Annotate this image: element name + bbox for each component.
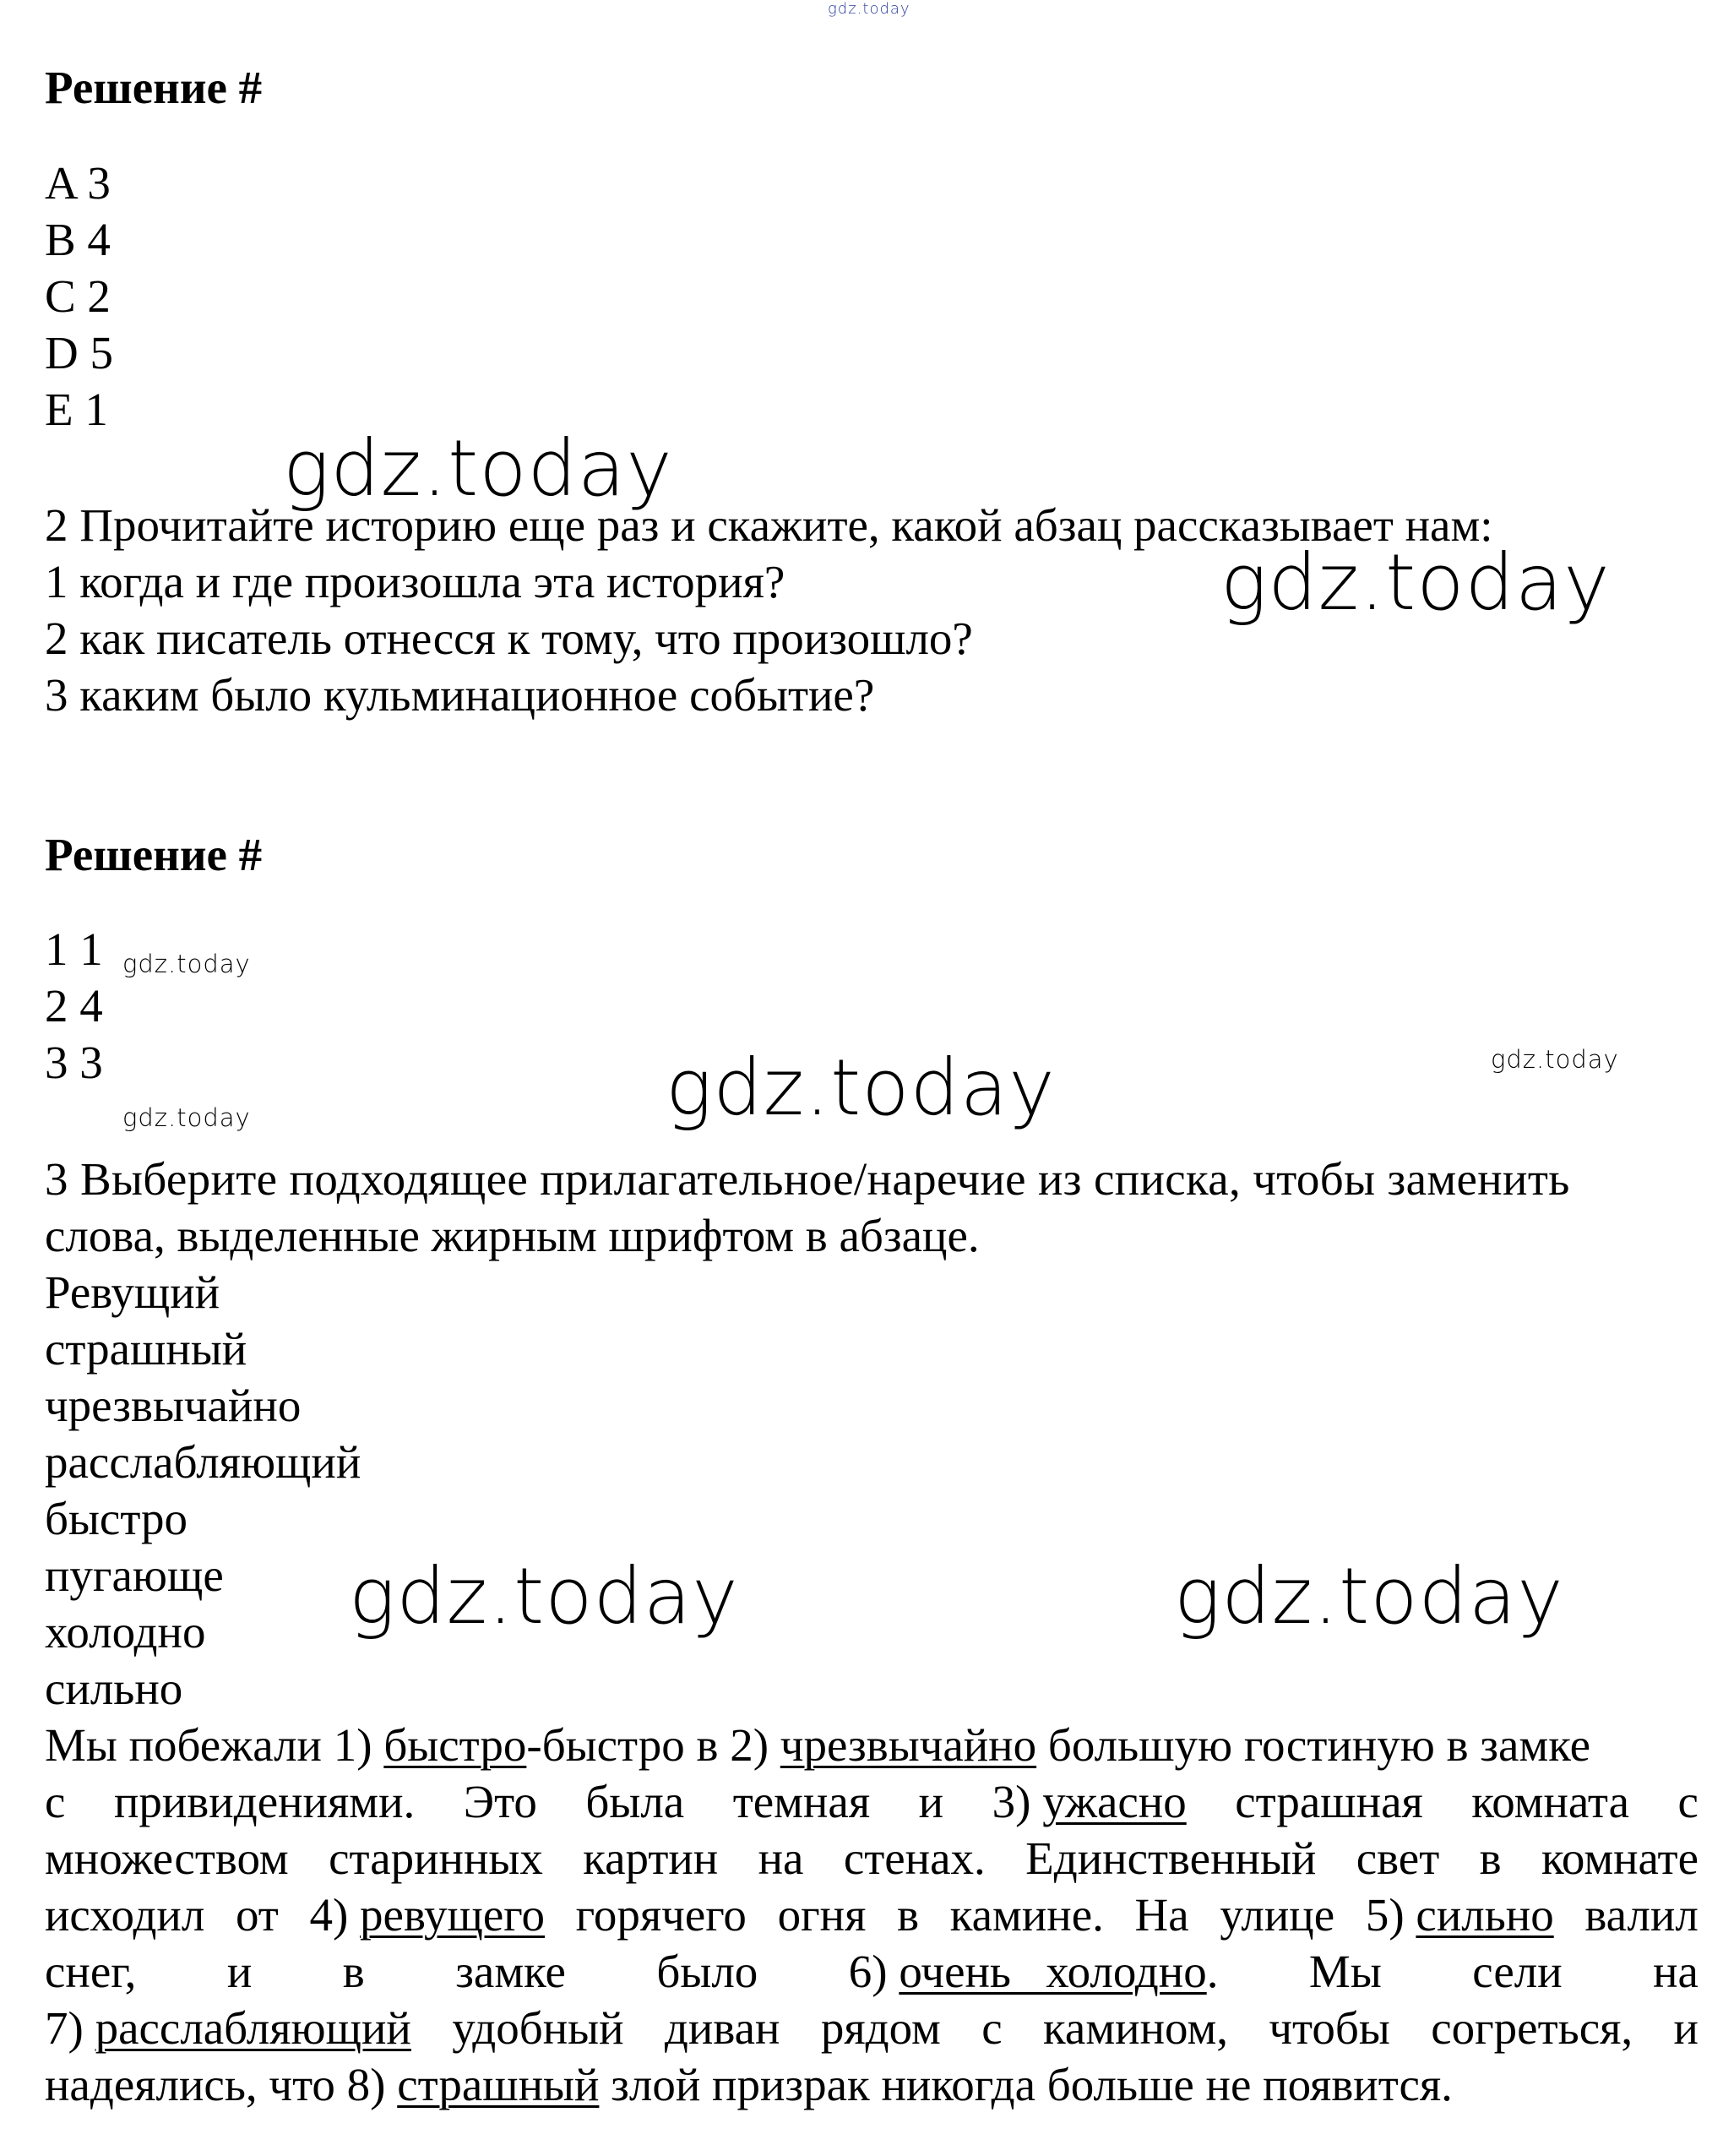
word: рядом bbox=[820, 2002, 941, 2054]
watermark: gdz.today bbox=[122, 1103, 251, 1132]
answer-line: 3 3 bbox=[45, 1037, 103, 1088]
word: стенах. bbox=[843, 1832, 986, 1884]
word: и bbox=[1673, 2002, 1699, 2054]
word-list-item: сильно bbox=[45, 1663, 183, 1714]
word: 5) bbox=[1365, 1889, 1405, 1941]
word: горячего bbox=[575, 1889, 747, 1941]
task2-prompt: 2 Прочитайте историю еще раз и скажите, какой абзац рассказывает нам: bbox=[45, 499, 1493, 551]
word: с bbox=[981, 2002, 1003, 2054]
answer-line: D 5 bbox=[45, 327, 113, 378]
text-segment: Мы побежали 1) bbox=[45, 1719, 372, 1771]
word: 7) bbox=[45, 2002, 84, 2054]
paragraph-line-6 bbox=[45, 2000, 1699, 2056]
word: от bbox=[235, 1889, 279, 1941]
word: валил bbox=[1584, 1889, 1699, 1941]
answer-line: E 1 bbox=[45, 384, 108, 435]
word-group bbox=[1366, 1886, 1554, 1943]
word: замке bbox=[455, 1946, 566, 1997]
watermark: gdz.today bbox=[666, 1043, 1056, 1133]
word: Это bbox=[463, 1776, 537, 1827]
watermark: gdz.today bbox=[283, 423, 673, 514]
text-segment: злой призрак никогда больше не появится. bbox=[611, 2059, 1453, 2110]
word: была bbox=[585, 1776, 685, 1827]
word: с bbox=[1677, 1776, 1699, 1827]
watermark: gdz.today bbox=[349, 1551, 739, 1642]
word: старинных bbox=[329, 1832, 543, 1884]
answer-line: 2 4 bbox=[45, 980, 103, 1032]
paragraph-line-2 bbox=[45, 1773, 1699, 1830]
word: свет bbox=[1356, 1832, 1440, 1884]
watermark: gdz.today bbox=[1174, 1551, 1564, 1642]
word: комнате bbox=[1541, 1832, 1699, 1884]
word: привидениями. bbox=[113, 1776, 416, 1827]
word: было bbox=[656, 1946, 758, 1997]
word: чтобы bbox=[1269, 2002, 1390, 2054]
word: диван bbox=[664, 2002, 780, 2054]
word: картин bbox=[583, 1832, 719, 1884]
word: Единственный bbox=[1025, 1832, 1317, 1884]
word-list-item: страшный bbox=[45, 1323, 247, 1375]
watermark: gdz.today bbox=[1220, 537, 1611, 628]
task3-prompt-line2: слова, выделенные жирным шрифтом в абзаце. bbox=[45, 1210, 980, 1261]
word-list-item: расслабляющий bbox=[45, 1436, 361, 1488]
solution-heading-2: Решение # bbox=[45, 829, 263, 880]
paragraph-text bbox=[45, 1717, 1590, 1773]
text-segment: -быстро в 2) bbox=[526, 1719, 769, 1771]
word: 4) bbox=[309, 1889, 349, 1941]
word: на bbox=[758, 1832, 804, 1884]
word-group bbox=[849, 1943, 1219, 2000]
word: . bbox=[1206, 1946, 1219, 1997]
word: На bbox=[1134, 1889, 1189, 1941]
task3-prompt-text: 3 Выберите подходящее прилагательное/наречие из списка, чтобы заменить bbox=[45, 1153, 1570, 1205]
word: 6) bbox=[848, 1946, 888, 1997]
word: на bbox=[1653, 1946, 1699, 1997]
underlined-word: быстро bbox=[383, 1719, 527, 1771]
word: в bbox=[897, 1889, 920, 1941]
word-list-item: Ревущий bbox=[45, 1266, 220, 1318]
word-list-item: пугающе bbox=[45, 1549, 224, 1601]
underlined-word: сильно bbox=[1416, 1889, 1554, 1941]
word-list-item: быстро bbox=[45, 1493, 188, 1544]
underlined-word: чрезвычайно bbox=[780, 1719, 1037, 1771]
word: множеством bbox=[45, 1832, 289, 1884]
text-segment: большую гостиную в замке bbox=[1047, 1719, 1590, 1771]
answer-line: 1 1 bbox=[45, 923, 103, 975]
word: в bbox=[342, 1946, 365, 1997]
paragraph-line-4 bbox=[45, 1886, 1699, 1943]
paragraph-line-7 bbox=[45, 2056, 1453, 2113]
word: темная bbox=[732, 1776, 871, 1827]
underlined-word: ревущего bbox=[360, 1889, 545, 1941]
task2-question: 3 каким было кульминационное событие? bbox=[45, 669, 875, 721]
paragraph-line-1 bbox=[45, 1717, 1699, 1773]
underlined-word: очень холодно bbox=[899, 1946, 1207, 1997]
task2-question: 2 как писатель отнесся к тому, что произошло? bbox=[45, 612, 973, 664]
word: снег, bbox=[45, 1946, 137, 1997]
word: улице bbox=[1220, 1889, 1335, 1941]
word: камине. bbox=[949, 1889, 1104, 1941]
word: Мы bbox=[1308, 1946, 1382, 1997]
word: сели bbox=[1472, 1946, 1563, 1997]
underlined-word: ужасно bbox=[1042, 1776, 1187, 1827]
word: и bbox=[226, 1946, 253, 1997]
word-group bbox=[45, 2000, 411, 2056]
word-list-item: холодно bbox=[45, 1606, 206, 1658]
word: с bbox=[45, 1776, 66, 1827]
word-list-item: чрезвычайно bbox=[45, 1380, 302, 1431]
solution-heading-1: Решение # bbox=[45, 62, 263, 113]
watermark-top: gdz.today bbox=[828, 0, 910, 18]
word-group bbox=[309, 1886, 545, 1943]
watermark: gdz.today bbox=[1491, 1045, 1619, 1074]
answer-line: B 4 bbox=[45, 214, 111, 265]
answer-line: A 3 bbox=[45, 157, 111, 209]
word: огня bbox=[777, 1889, 867, 1941]
word: и bbox=[918, 1776, 944, 1827]
word: исходил bbox=[45, 1889, 205, 1941]
word: комната bbox=[1471, 1776, 1630, 1827]
word: камином, bbox=[1043, 2002, 1229, 2054]
underlined-word: расслабляющий bbox=[95, 2002, 411, 2054]
paragraph-line-3 bbox=[45, 1830, 1699, 1886]
task3-prompt-line1 bbox=[45, 1151, 1699, 1207]
word: согреться, bbox=[1431, 2002, 1633, 2054]
word: удобный bbox=[452, 2002, 624, 2054]
word: 3) bbox=[992, 1776, 1031, 1827]
word-group bbox=[992, 1773, 1187, 1830]
text-segment: надеялись, что 8) bbox=[45, 2059, 386, 2110]
watermark: gdz.today bbox=[122, 950, 251, 978]
word: страшная bbox=[1235, 1776, 1423, 1827]
answer-line: C 2 bbox=[45, 270, 111, 322]
task2-question: 1 когда и где произошла эта история? bbox=[45, 556, 785, 607]
underlined-word: страшный bbox=[397, 2059, 600, 2110]
paragraph-line-5 bbox=[45, 1943, 1699, 2000]
word: в bbox=[1479, 1832, 1502, 1884]
